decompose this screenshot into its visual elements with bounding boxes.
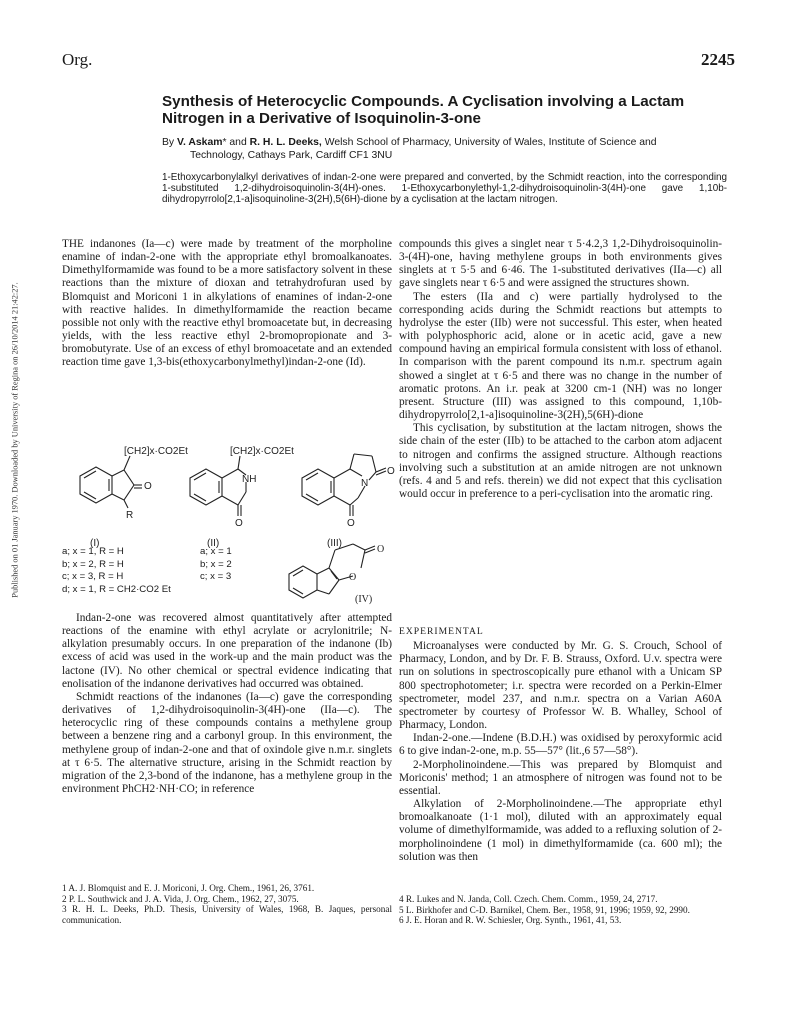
oxo-label-III-a: O: [387, 466, 395, 477]
watermark-text: Published on 01 January 1970. Downloaded by University of Regina on 26/10/2014 21:42:27.: [10, 282, 20, 598]
compound-label-IV: (IV): [355, 594, 373, 605]
paragraph-intro: THE indanones (Ia—c) were made by treatment of the morpholine enamine of indan-2-one with the appropriate ethyl bromoalkanoates. Dimethylformamide was found to be a more satisfactory solvent in these reactions than the mixture of dioxan and tetrahydrofuran used by Blomquist and Moriconi 1 in alkylations of enamines of indan-2-one with reactive halides. In dimethylformamide the reaction became possible not only with the reactive ethyl bromoacetate but, in decreasing yields, with the less reactive ethyl 2-bromopropionate and 3-bromobutyrate. Use of an excess of ethyl bromoacetate and an extended reaction time gave 1,3-bis(ethoxycarbonylmethyl)indan-2-one (Id).: [62, 238, 392, 369]
oxo-label-III-b: O: [347, 518, 355, 529]
author-1: V. Askam: [177, 137, 223, 148]
paragraph-esters: The esters (IIa and c) were partially hydrolysed to the corresponding acids during the Schmidt reactions but attempts to hydrolyse the ester (IIb) were not successful. This ester, when heated with polyphosphoric acid, alone or in acetic acid, gave a new compound having an empirical formula consistent with loss of ethanol. In comparison with the parent compound its n.m.r. spectrum again showed a singlet at τ 6·5 and there was no change in the number of aromatic protons. An i.r. peak at 3200 cm-1 (NH) was no longer present. Structure (III) was assigned to this compound, 1,10b-dihydropyrrolo[2,1-a]isoquinoline-3(2H),5(6H)-dione: [399, 290, 722, 422]
by-label: By: [162, 137, 178, 148]
legend-I-a: a; x = 1, R = H: [62, 546, 124, 557]
oxo-label-II: O: [235, 518, 243, 529]
affiliation-2: Technology, Cathays Park, Cardiff CF1 3NU: [190, 150, 393, 161]
legend-I-d: d; x = 1, R = CH2·CO2 Et: [62, 583, 171, 595]
legend-II-c: c; x = 3: [200, 571, 232, 582]
oxo-label-IV: O: [377, 544, 385, 555]
journal-section: Org.: [62, 50, 93, 69]
nh-label-II: NH: [242, 474, 257, 485]
legend-I-c: c; x = 3, R = H: [62, 571, 124, 582]
footnote-1: 1 A. J. Blomquist and E. J. Moriconi, J. Org. Chem., 1961, 26, 3761.: [62, 883, 315, 893]
footnotes-right: [399, 894, 722, 926]
paragraph-alkylation: Alkylation of 2-Morpholinoindene.—The appropriate ethyl bromoalkanoate (1·1 mol), diluted with an approximately equal volume of dimethylformamide, was added to a refluxing solution of 2-morpholinoindene (1 mol) in dimethylformamide (ca. 600 ml); the solution was then: [399, 798, 722, 863]
paragraph-cyclisation: This cyclisation, by substitution at the lactam nitrogen, shows the side chain of the ester (IIb) to be attached to the carbon atom adjacent to nitrogen and confirms the assigned structure. Although reactions involving such a substitution at an amide nitrogen are not unknown (refs. 4 and 5 and refs. therein) we did not expect that this cyclisation would occur in preference to a peri-cyclisation into the aromatic ring.: [399, 422, 722, 500]
download-watermark: [0, 180, 30, 700]
legend-I-b: b; x = 2, R = H: [62, 558, 124, 570]
footnote-5: 5 L. Birkhofer and C-D. Barnikel, Chem. Ber., 1958, 91, 1996; 1959, 92, 2990.: [399, 904, 690, 915]
paragraph-schmidt: Schmidt reactions of the indanones (Ia—c) gave the corresponding derivatives of 1,2-dihydroisoquinolin-3(4H)-one (IIa—c). The heterocyclic ring of these compounds contains a methylene group between a benzene ring and a carbonyl group. In this environment, the methylene group of indan-2-one and that of oxindole give n.m.r. singlets at τ 6·5. The alternative structure, arising in the Schmidt reaction by migration of the 2,3-bond of the indanone, has a methylene group in the environment PhCH2·NH·CO; in reference: [62, 690, 392, 796]
body-left-bottom: [62, 612, 392, 796]
n-label-III: N: [361, 478, 369, 489]
legend-compound-I: [62, 546, 171, 596]
chain-label-II: [CH2]x·CO2Et: [230, 446, 294, 457]
body-left-top: [62, 238, 392, 370]
abstract: 1-Ethoxycarbonylalkyl derivatives of indan-2-one were prepared and converted, by the Schmidt reaction, into the corresponding 1-substituted 1,2-dihydroisoquinolin-3(4H)-ones. 1-Ethoxycarbonylethyl-1,2-dihydroisoquinolin-3(4H)-one gave 1,10b-dihydropyrrolo[2,1-a]isoquinoline-3(2H),5(6H)-dione by a cyclisation at the lactam nitrogen.: [162, 172, 727, 206]
paragraph-microanalyses: Microanalyses were conducted by Mr. G. S. Crouch, School of Pharmacy, London, and by Dr. F. B. Strauss, Oxford. U.v. spectra were run on solutions in spectroscopically pure ethanol with a Unicam SP 800 spectrophotometer; i.r. spectra were recorded on a Perkin-Elmer spectrometer, model 237, and n.m.r. spectra on a Varian A60A spectrometer by courtesy of Professor W. B. Whalley, School of Pharmacy, London.: [399, 640, 722, 732]
structure-IV-svg: [275, 540, 395, 606]
experimental-section: [399, 625, 722, 864]
legend-compound-II: [200, 546, 232, 584]
paragraph-morpholinoindene: 2-Morpholinoindene.—This was prepared by Blomquist and Moriconis' method; 1 an atmosphere of nitrogen was found not to be essential.: [399, 758, 722, 797]
footnote-6: 6 J. E. Horan and R. W. Schiesler, Org. Synth., 1961, 41, 53.: [399, 915, 622, 926]
structure-IV: [275, 540, 395, 606]
ring-o-label-IV: O: [349, 572, 357, 583]
paragraph-recovery: Indan-2-one was recovered almost quantitatively after attempted reactions of the enamine with ethyl acrylate or acrylonitrile; N-alkylation presumably occurs. In one preparation of the indanone (Ib) excess of acid was used in the work-up and the main product was the lactone (IV). No other chemical or spectral evidence indicating that enolisation of the indanone derivatives had occurred was obtained.: [62, 612, 392, 690]
chain-label-I: [CH2]x·CO2Et: [124, 446, 188, 457]
footnote-2: 2 P. L. Southwick and J. A. Vida, J. Org. Chem., 1962, 27, 3075.: [62, 893, 299, 904]
compound-label-III: (III): [327, 538, 342, 549]
page-number: 2245: [701, 50, 735, 69]
oxo-label-I: O: [144, 481, 152, 492]
footnotes-left: [62, 883, 392, 925]
compound-label-II: (II): [207, 538, 220, 549]
experimental-heading: EXPERIMENTAL: [399, 626, 484, 637]
legend-II-a: a; x = 1: [200, 546, 232, 557]
r-label-I: R: [126, 510, 134, 521]
paragraph-nmr: compounds this gives a singlet near τ 5·4.2,3 1,2-Dihydroisoquinolin-3-(4H)-one, having methylene groups in both environments gives singlets at τ 5·5 and 6·46. The 1-substituted derivatives (IIa—c) all gave singlets near τ 6·5 and were assigned the structures shown.: [399, 238, 722, 290]
compound-label-I: (I): [90, 538, 100, 549]
footnote-3: 3 R. H. L. Deeks, Ph.D. Thesis, University of Wales, 1968, B. Jaques, personal communication.: [62, 904, 392, 925]
legend-II-b: b; x = 2: [200, 558, 232, 570]
author-2: R. H. L. Deeks,: [249, 137, 322, 148]
author-line: By V. Askam* and R. H. L. Deeks, Welsh School of Pharmacy, University of Wales, Institute of Science and Technology, Cathays Park, Cardiff CF1 3NU: [162, 136, 742, 162]
footnote-4: 4 R. Lukes and N. Janda, Coll. Czech. Chem. Comm., 1959, 24, 2717.: [399, 894, 658, 904]
structures-svg: [62, 446, 395, 549]
affiliation-1: Welsh School of Pharmacy, University of Wales, Institute of Science and: [321, 137, 657, 148]
article-title: Synthesis of Heterocyclic Compounds. A Cyclisation involving a Lactam Nitrogen in a Derivative of Isoquinolin-3-one: [162, 93, 685, 127]
author-sep: and: [226, 137, 250, 148]
body-right-top: [399, 238, 722, 501]
paragraph-indan-2-one: Indan-2-one.—Indene (B.D.H.) was oxidised by peroxyformic acid 6 to give indan-2-one, m.p. 55—57° (lit.,6 57—58°).: [399, 732, 722, 758]
